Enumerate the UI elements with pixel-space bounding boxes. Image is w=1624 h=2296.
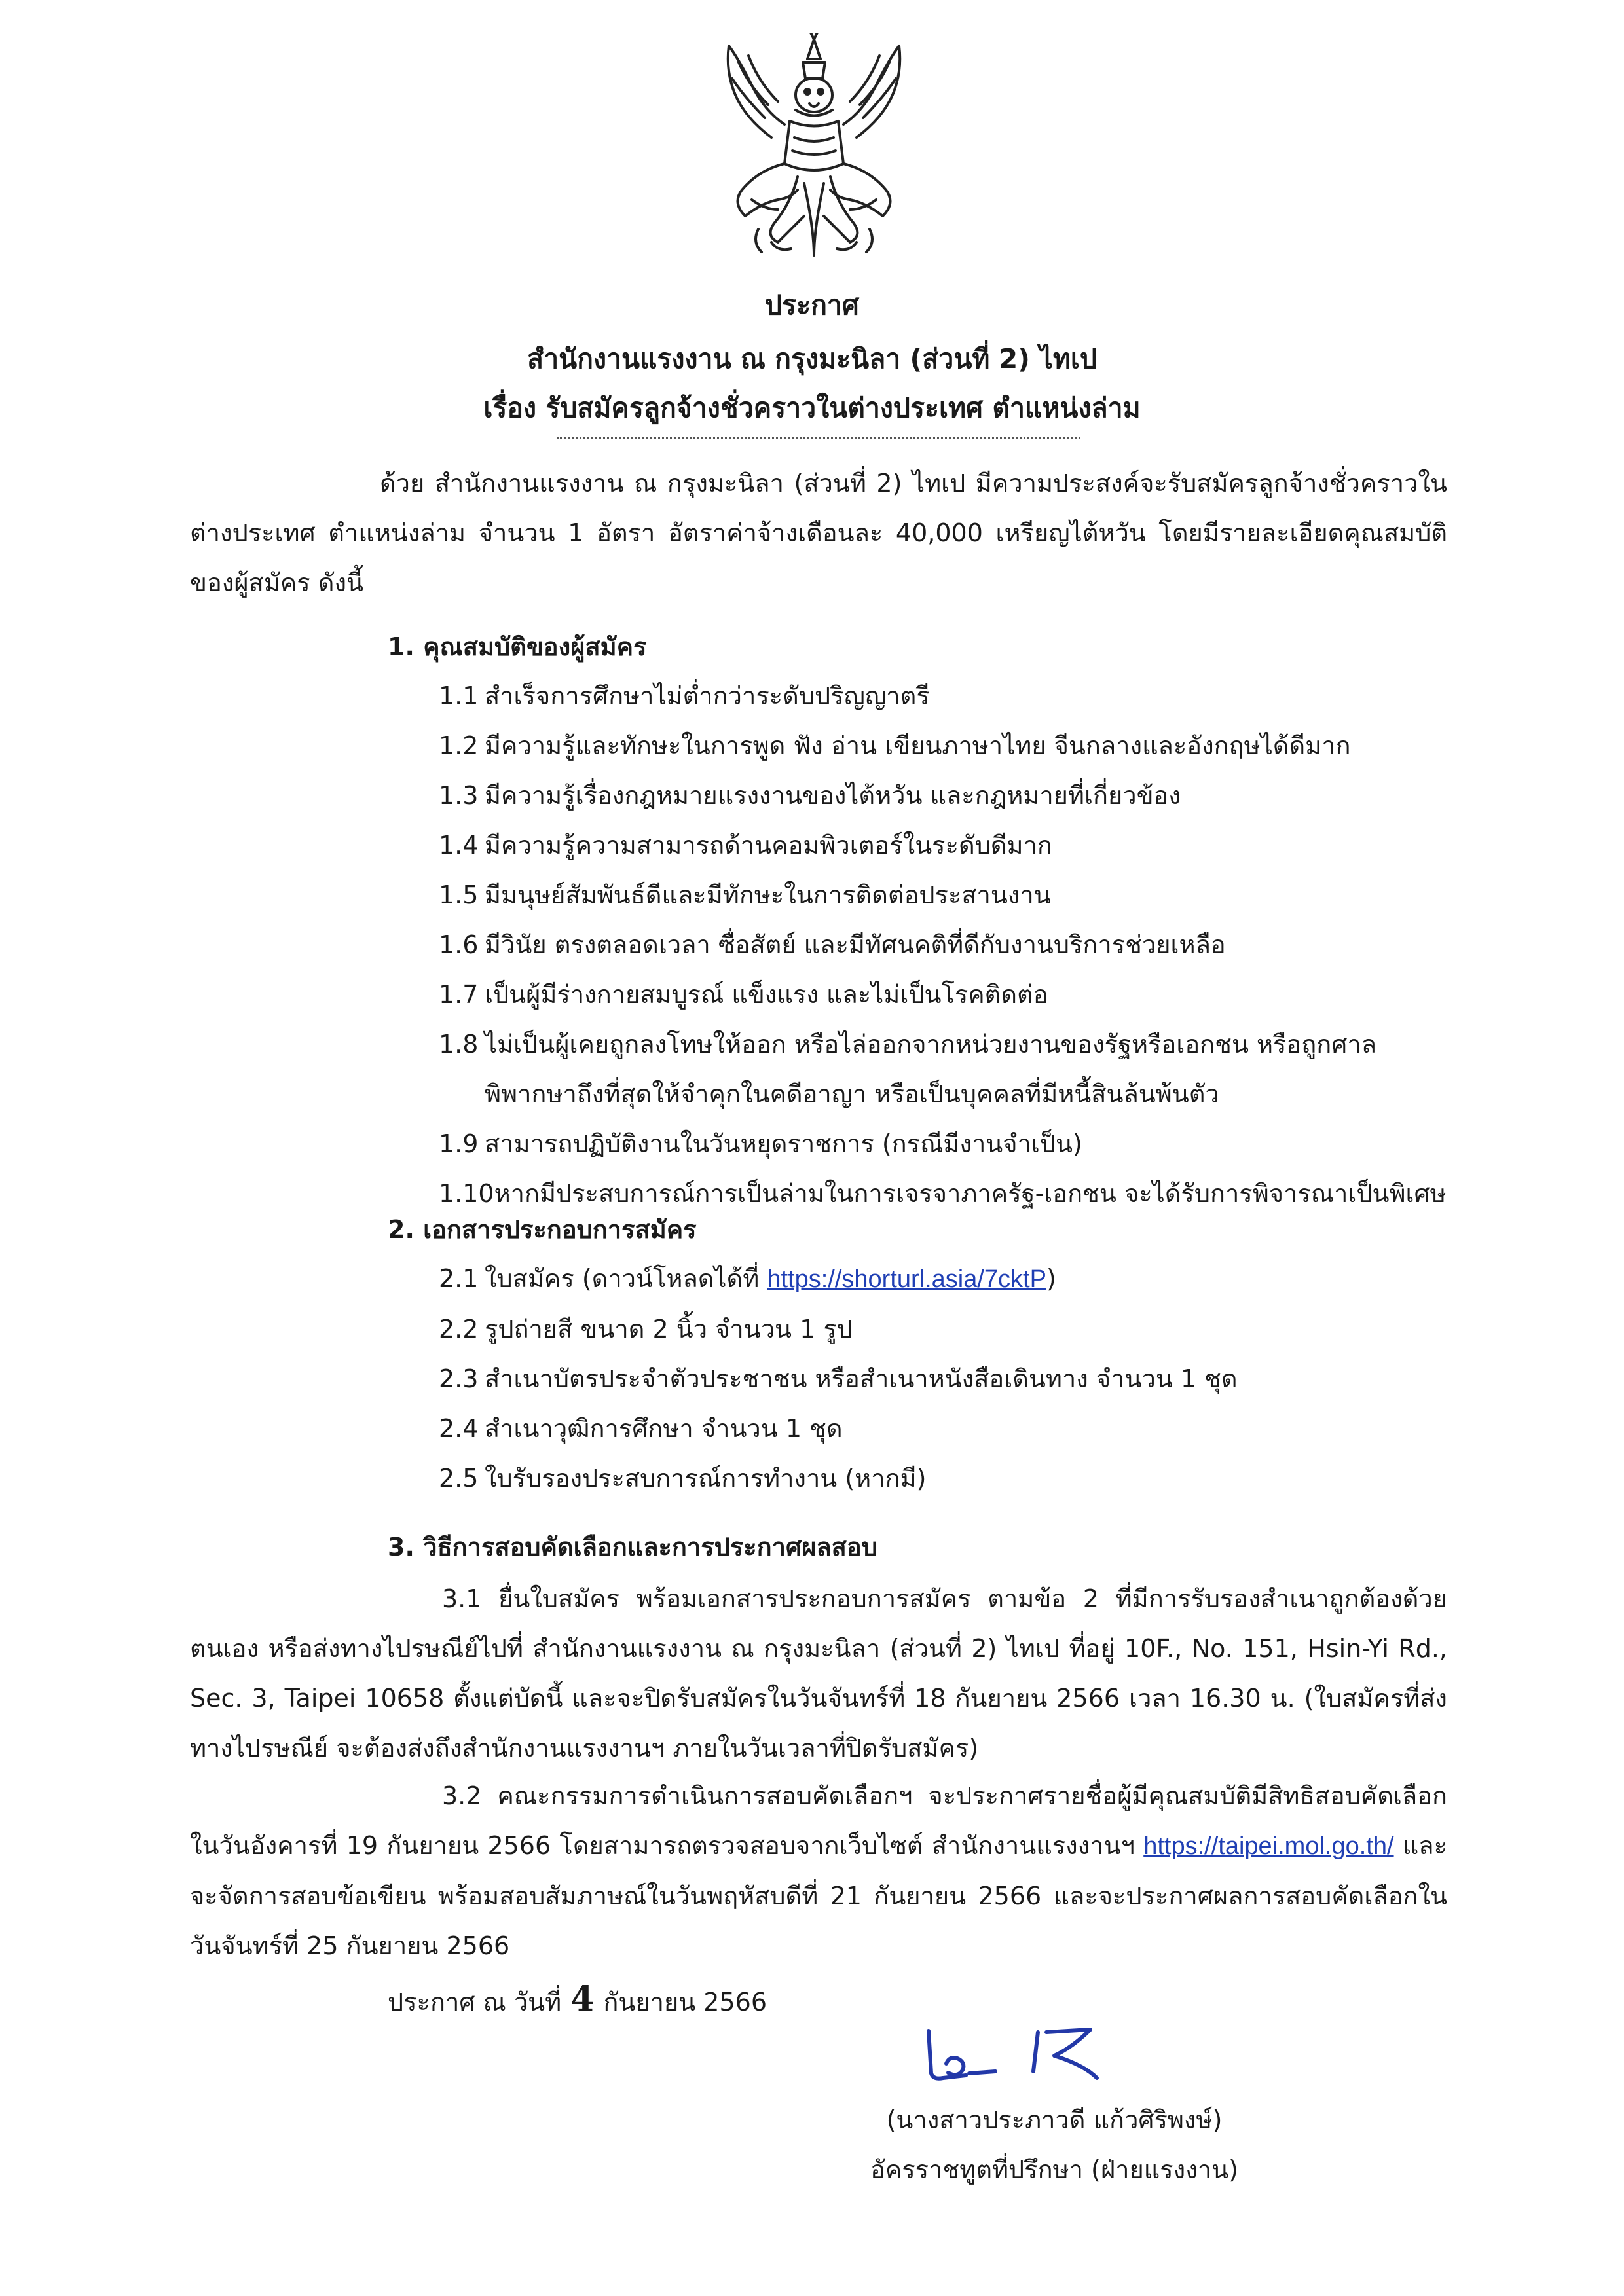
handwritten-day: 4: [570, 1979, 595, 2019]
item-number: 1.6: [439, 930, 479, 959]
list-item: [439, 771, 1460, 820]
date-prefix: ประกาศ ณ วันที่: [388, 1988, 562, 2016]
signer-title: อัครราชทูตที่ปรึกษา (ฝ่ายแรงงาน): [870, 2155, 1238, 2184]
item-text: สำเร็จการศึกษาไม่ต่ำกว่าระดับปริญญาตรี: [485, 682, 930, 710]
item-text: เป็นผู้มีร่างกายสมบูรณ์ แข็งแรง และไม่เป็นโรคติดต่อ: [485, 980, 1048, 1009]
item-text: หากมีประสบการณ์การเป็นล่ามในการเจรจาภาครัฐ-เอกชน จะได้รับการพิจารณาเป็นพิเศษ: [494, 1179, 1447, 1208]
item-number: 1.10: [439, 1179, 494, 1208]
item-number: 1.1: [439, 682, 479, 710]
item-number: 2.3: [439, 1364, 479, 1393]
handwritten-signature: [917, 2018, 1113, 2090]
dotted-divider: [557, 437, 1080, 439]
garuda-emblem-icon: [712, 33, 915, 262]
item-number: 1.2: [439, 731, 479, 760]
item-text-prefix: ใบสมัคร (ดาวน์โหลดได้ที่: [485, 1264, 767, 1293]
list-item: [439, 1254, 1460, 1304]
item-number: 2.2: [439, 1315, 479, 1343]
item-number: 2.1: [439, 1264, 479, 1293]
item-number: 1.8: [439, 1030, 479, 1059]
documents-list: [439, 1254, 1460, 1503]
item-text: รูปถ่ายสี ขนาด 2 นิ้ว จำนวน 1 รูป: [485, 1315, 853, 1343]
list-item: [439, 671, 1460, 721]
item-text: มีความรู้และทักษะในการพูด ฟัง อ่าน เขียนภาษาไทย จีนกลางและอังกฤษได้ดีมาก: [485, 731, 1351, 760]
item-text: สามารถปฏิบัติงานในวันหยุดราชการ (กรณีมีงานจำเป็น): [485, 1129, 1082, 1158]
item-text: มีมนุษย์สัมพันธ์ดีและมีทักษะในการติดต่อประสานงาน: [485, 881, 1051, 909]
item-number: 2.4: [439, 1414, 479, 1443]
list-item: [439, 820, 1460, 870]
intro-paragraph: ด้วย สำนักงานแรงงาน ณ กรุงมะนิลา (ส่วนที่ 2) ไทเป มีความประสงค์จะรับสมัครลูกจ้างชั่วคราวในต่างประเทศ ตำแหน่งล่าม จำนวน 1 อัตรา อัตราค่าจ้างเดือนละ 40,000 เหรียญไต้หวัน โดยมีรายละเอียดคุณสมบัติของผู้สมัคร ดังนี้: [190, 469, 1447, 597]
paragraph-3-2-end: และจะจัดการสอบข้อเขียน พร้อมสอบสัมภาษณ์ในวันพฤหัสบดีที่ 21 กันยายน 2566 และจะประกาศผลการสอบคัดเลือกในวันจันทร์ที่ 25 กันยายน 2566: [190, 1831, 1447, 1960]
application-form-link[interactable]: https://shorturl.asia/7cktP: [767, 1266, 1046, 1293]
section-1-title: 1. คุณสมบัติของผู้สมัคร: [388, 632, 647, 661]
list-item: [439, 1404, 1460, 1453]
list-item: [439, 1354, 1460, 1404]
item-number: 1.4: [439, 831, 479, 860]
paragraph-3-2: [190, 1771, 1447, 1971]
item-text: มีความรู้ความสามารถด้านคอมพิวเตอร์ในระดับดีมาก: [485, 831, 1052, 860]
paragraph-3-2-start: 3.2 คณะกรรมการดำเนินการสอบคัดเลือกฯ จะประกาศรายชื่อผู้มีคุณสมบัติมีสิทธิสอบคัดเลือกในวันอังคารที่ 19 กันยายน 2566 โดยสามารถตรวจสอบจากเว็บไซต์ สำนักงานแรงงานฯ: [190, 1781, 1447, 1860]
item-number: 2.5: [439, 1464, 479, 1493]
section-3-title: 3. วิธีการสอบคัดเลือกและการประกาศผลสอบ: [388, 1533, 877, 1561]
list-item: [439, 920, 1460, 970]
item-text: สำเนาวุฒิการศึกษา จำนวน 1 ชุด: [485, 1414, 843, 1443]
item-text: สำเนาบัตรประจำตัวประชาชน หรือสำเนาหนังสือเดินทาง จำนวน 1 ชุด: [485, 1364, 1238, 1393]
office-name: สำนักงานแรงงาน ณ กรุงมะนิลา (ส่วนที่ 2) ไทเป: [527, 343, 1097, 374]
list-item: [439, 970, 1460, 1019]
document-heading: ประกาศ: [765, 289, 859, 321]
date-month-year: กันยายน 2566: [603, 1988, 767, 2016]
website-link[interactable]: https://taipei.mol.go.th/: [1143, 1832, 1394, 1860]
signer-name: (นางสาวประภาวดี แก้วศิริพงษ์): [886, 2105, 1223, 2134]
list-item: [439, 1304, 1460, 1354]
item-number: 1.5: [439, 881, 479, 909]
item-text: มีวินัย ตรงตลอดเวลา ซื่อสัตย์ และมีทัศนคติที่ดีกับงานบริการช่วยเหลือ: [485, 930, 1226, 959]
document-subject: เรื่อง รับสมัครลูกจ้างชั่วคราวในต่างประเทศ ตำแหน่งล่าม: [483, 392, 1141, 424]
list-item: [439, 1019, 1460, 1119]
item-number: 1.3: [439, 781, 479, 810]
paragraph-3-1: 3.1 ยื่นใบสมัคร พร้อมเอกสารประกอบการสมัคร ตามข้อ 2 ที่มีการรับรองสำเนาถูกต้องด้วยตนเอง หรือส่งทางไปรษณีย์ไปที่ สำนักงานแรงงาน ณ กรุงมะนิลา (ส่วนที่ 2) ไทเป ที่อยู่ 10F., No. 151, Hsin-Yi Rd., Sec. 3, Taipei 10658 ตั้งแต่บัดนี้ และจะปิดรับสมัครในวันจันทร์ที่ 18 กันยายน 2566 เวลา 16.30 น. (ใบสมัครที่ส่งทางไปรษณีย์ จะต้องส่งถึงสำนักงานแรงงานฯ ภายในวันเวลาที่ปิดรับสมัคร): [190, 1584, 1447, 1762]
item-number: 1.7: [439, 980, 479, 1009]
list-item: [439, 1453, 1460, 1503]
item-text: ใบรับรองประสบการณ์การทำงาน (หากมี): [485, 1464, 927, 1493]
list-item: [439, 1119, 1460, 1169]
list-item: [439, 721, 1460, 771]
qualification-list: [439, 671, 1460, 1218]
item-text: มีความรู้เรื่องกฎหมายแรงงานของไต้หวัน และกฎหมายที่เกี่ยวข้อง: [485, 781, 1181, 810]
item-text-suffix: ): [1046, 1264, 1056, 1293]
item-text: [485, 1254, 1460, 1304]
item-text: ไม่เป็นผู้เคยถูกลงโทษให้ออก หรือไล่ออกจากหน่วยงานของรัฐหรือเอกชน หรือถูกศาลพิพากษาถึงที่สุดให้จำคุกในคดีอาญา หรือเป็นบุคคลที่มีหนี้สินล้นพ้นตัว: [485, 1030, 1377, 1108]
section-2-title: 2. เอกสารประกอบการสมัคร: [388, 1215, 697, 1244]
item-number: 1.9: [439, 1129, 479, 1158]
list-item: [439, 870, 1460, 920]
announcement-date: [388, 1975, 767, 2027]
